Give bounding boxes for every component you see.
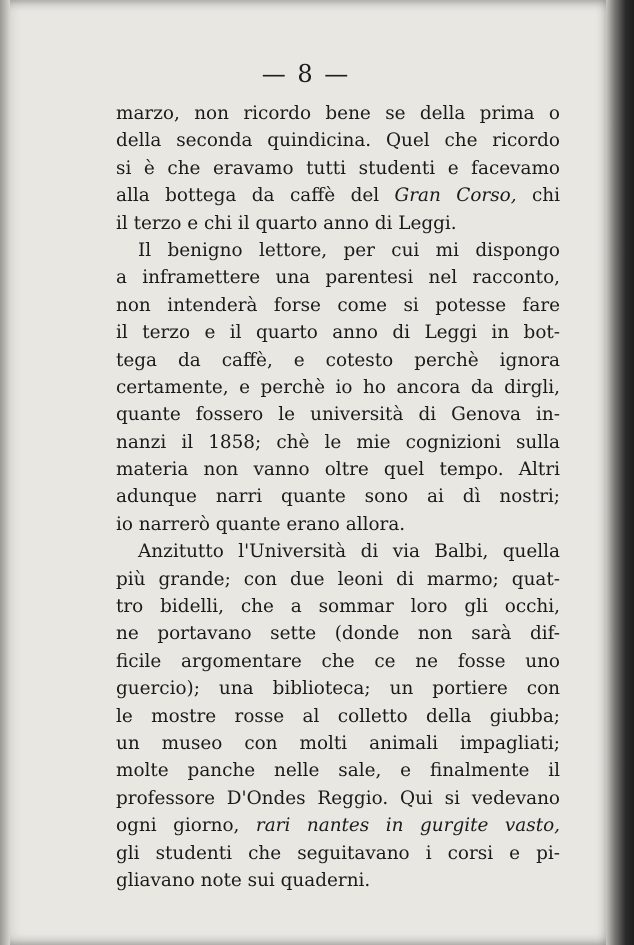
text-line: della seconda quindicina. Quel che ricordo <box>116 130 560 152</box>
body-text <box>116 100 560 894</box>
paragraph <box>116 538 560 894</box>
text-line: a inframettere una parentesi nel racconto, <box>116 267 560 289</box>
text-line: Anzitutto l'Università di via Balbi, quella <box>138 541 560 563</box>
text-line: quante fossero le università di Genova in- <box>116 404 560 426</box>
text-line: il terzo e il quarto anno di Leggi in bot- <box>116 322 560 344</box>
text-line: adunque narri quante sono ai dì nostri; <box>116 486 560 508</box>
page-edge <box>606 0 634 945</box>
page-number: — 8 — <box>261 60 351 88</box>
paragraph <box>116 237 560 538</box>
text-line: non intenderà forse come si potesse fare <box>116 294 560 316</box>
text-line: le mostre rosse al colletto della giubba; <box>116 705 560 727</box>
text-line: guercio); una biblioteca; un portiere con <box>116 678 560 700</box>
text-line: io narrerò quante erano allora. <box>116 513 406 535</box>
text-line: ne portavano sette (donde non sarà dif- <box>116 623 560 645</box>
text-line: tro bidelli, che a sommar loro gli occhi, <box>116 596 560 618</box>
text-line: si è che eravamo tutti studenti e facevamo <box>116 157 560 179</box>
text-line: professore D'Ondes Reggio. Qui si vedevano <box>116 787 560 809</box>
text-line: Il benigno lettore, per cui mi dispongo <box>138 239 560 261</box>
text-line: marzo, non ricordo bene se della prima o <box>116 103 560 124</box>
text-line: gli studenti che seguitavano i corsi e pi- <box>116 842 560 864</box>
text-line: molte panche nelle sale, e finalmente il <box>116 760 560 782</box>
text-line: gliavano note sui quaderni. <box>116 869 371 891</box>
text-line: tega da caffè, e cotesto perchè ignora <box>116 349 560 371</box>
italic-phrase: Gran Corso, <box>394 185 517 207</box>
text-line: certamente, e perchè io ho ancora da dirgli, <box>116 376 560 398</box>
italic-phrase: rari nantes in gurgite vasto, <box>255 815 561 837</box>
text-line: materia non vanno oltre quel tempo. Altri <box>116 459 560 481</box>
paragraph <box>116 100 560 237</box>
text-line: il terzo e chi il quarto anno di Leggi. <box>116 212 457 234</box>
text-line: alla bottega da caffè del Gran Corso, chi <box>116 185 561 207</box>
text-line: ogni giorno, rari nantes in gurgite vasto, <box>116 815 561 837</box>
page-binding-shadow <box>0 0 10 945</box>
text-line: ficile argomentare che ce ne fosse uno <box>116 650 560 672</box>
text-line: più grande; con due leoni di marmo; quat- <box>116 568 560 590</box>
text-line: un museo con molti animali impagliati; <box>116 732 560 754</box>
text-line: nanzi il 1858; chè le mie cognizioni sulla <box>116 431 560 453</box>
